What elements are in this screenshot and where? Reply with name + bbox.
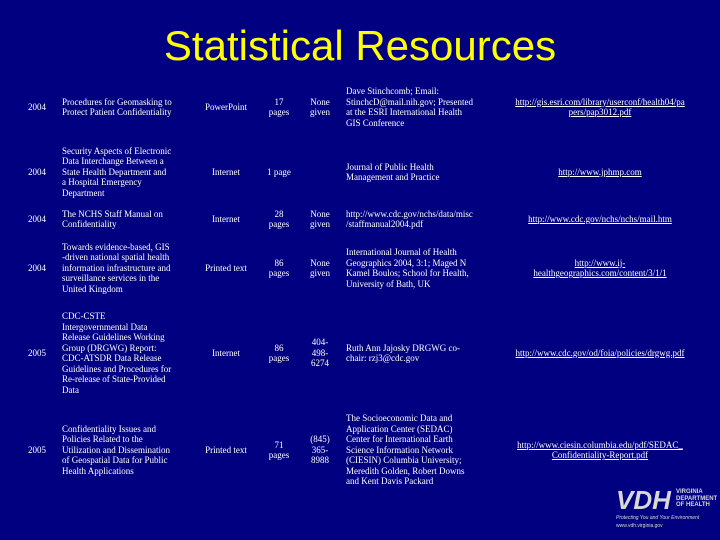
contact-cell: 404- 498- 6274	[311, 337, 329, 369]
table-row	[0, 140, 720, 204]
table-row	[0, 404, 720, 496]
table-row	[0, 236, 720, 300]
title-cell: CDC-CSTE Intergovernmental Data Release Guidelines Working Group (DRGWG) Report: CDC-ATSDR Data Release Guidelines and Procedures for Re-release of State-Provided Data	[62, 311, 172, 395]
year-cell: 2004	[28, 213, 46, 224]
logo-abbr: VDH	[616, 485, 671, 515]
vdh-logo	[616, 485, 718, 534]
url-link[interactable]	[500, 140, 700, 204]
url-text[interactable]: http://gis.esri.com/library/userconf/health04/pa pers/pap3012.pdf	[515, 96, 685, 117]
url-link[interactable]	[500, 204, 700, 234]
year-cell: 2004	[28, 166, 46, 177]
url-text[interactable]: http://www.jphmp.com	[558, 166, 642, 177]
year-cell: 2004	[28, 101, 46, 112]
source-cell: The Socioeconomic Data and Application Center (SEDAC) Center for International Earth Science Information Network (CIESIN) Columbia University; Meredith Golden, Robert Downs and Kent Davis Packard	[346, 413, 465, 487]
year-cell: 2004	[28, 262, 46, 273]
url-text[interactable]: http://www.ij- healthgeographics.com/content/3/1/1	[533, 257, 667, 278]
source-cell: International Journal of Health Geographics 2004, 3:1; Maged N Kamel Boulos; School for Health, University of Bath, UK	[346, 247, 469, 289]
year-cell: 2005	[28, 347, 46, 358]
url-link[interactable]	[500, 304, 700, 402]
contact-cell: None given	[310, 208, 330, 229]
type-cell: Internet	[212, 166, 240, 177]
type-cell: Printed text	[205, 262, 247, 273]
pages-cell: 86 pages	[268, 257, 290, 278]
title-cell: Procedures for Geomasking to Protect Patient Confidentiality	[62, 96, 172, 117]
contact-cell: None given	[310, 96, 330, 117]
pages-cell: 1 page	[267, 166, 291, 177]
contact-cell	[300, 140, 340, 204]
logo-dept-name: VIRGINIA DEPARTMENT OF HEALTH	[676, 489, 718, 508]
pages-cell: 17 pages	[268, 96, 290, 117]
url-text[interactable]: http://www.ciesin.columbia.edu/pdf/SEDAC_ Confidentiality-Report.pdf	[517, 439, 683, 460]
source-cell: Journal of Public Health Management and Practice	[346, 161, 440, 182]
contact-cell: None given	[310, 257, 330, 278]
source-cell: Ruth Ann Jajosky DRGWG co- chair: rzj3@cdc.gov	[346, 342, 460, 363]
table-row	[0, 204, 720, 234]
pages-cell: 86 pages	[268, 342, 290, 363]
url-link[interactable]	[500, 404, 700, 496]
type-cell: Printed text	[205, 444, 247, 455]
title-cell: Towards evidence-based, GIS -driven national spatial health information infrastructure and surveillance services in the United Kingdom	[62, 241, 171, 294]
url-text[interactable]: http://www.cdc.gov/od/foia/policies/drgwg.pdf	[515, 347, 685, 358]
type-cell: PowerPoint	[204, 101, 247, 112]
type-cell: Internet	[212, 347, 240, 358]
slide-title: Statistical Resources	[163, 22, 557, 69]
pages-cell: 28 pages	[268, 208, 290, 229]
pages-cell: 71 pages	[268, 439, 290, 460]
source-cell: http://www.cdc.gov/nchs/data/misc /staffmanual2004.pdf	[346, 208, 473, 229]
logo-tagline: Protecting You and Your Environment	[616, 515, 700, 521]
logo-url: www.vdh.virginia.gov	[616, 523, 663, 529]
title-cell: Confidentiality Issues and Policies Related to the Utilization and Dissemination of Geospatial Data for Public Health Applications	[62, 423, 170, 476]
title-cell: The NCHS Staff Manual on Confidentiality	[62, 208, 163, 229]
type-cell: Internet	[212, 213, 240, 224]
source-cell: Dave Stinchcomb; Email: StinchcD@mail.nih.gov; Presented at the ESRI International Health GIS Conference	[346, 86, 474, 128]
year-cell: 2005	[28, 444, 46, 455]
title-cell: Security Aspects of Electronic Data Interchange Between a State Health Department and a Hospital Emergency Department	[62, 145, 172, 198]
contact-cell: (845) 365- 8988	[310, 434, 330, 466]
url-link[interactable]	[500, 236, 700, 300]
url-text[interactable]: http://www.cdc.gov/nchs/nchs/mail.htm	[528, 213, 672, 224]
table-row	[0, 304, 720, 402]
table-row	[0, 78, 720, 136]
url-link[interactable]	[500, 78, 700, 136]
